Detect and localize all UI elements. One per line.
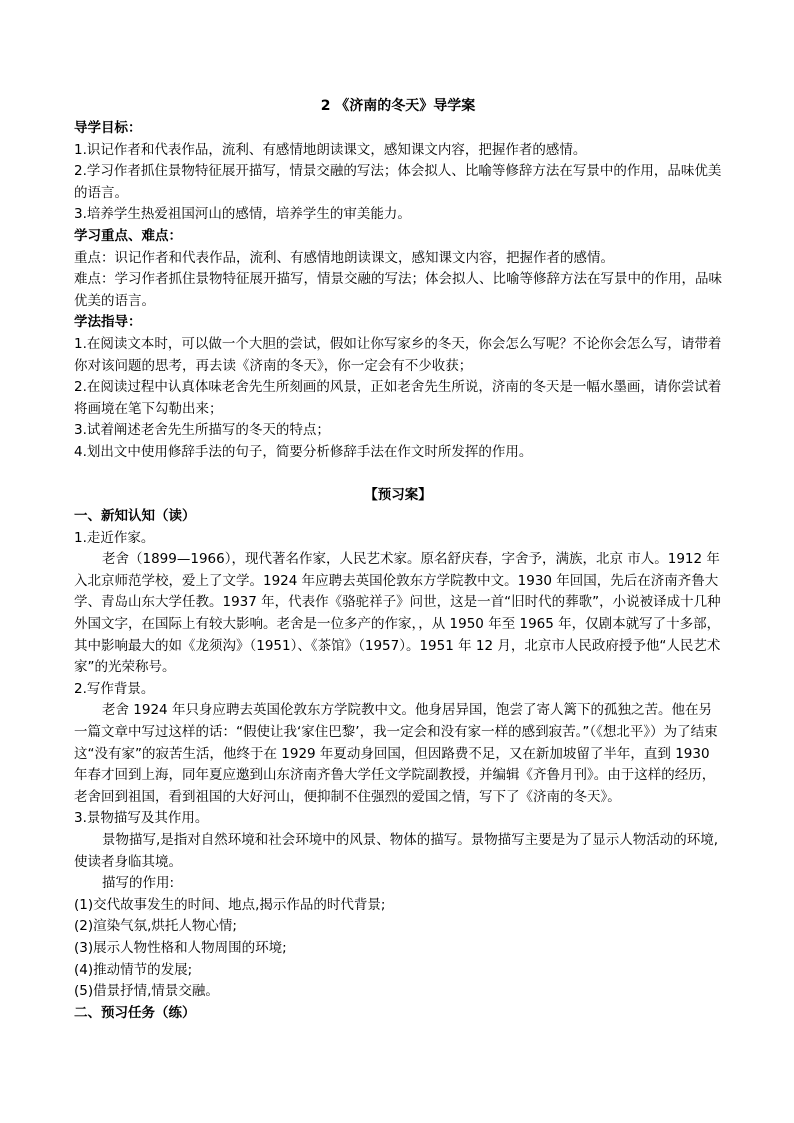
- page-title: 2 《济南的冬天》导学案: [320, 98, 476, 114]
- part2-heading: 二、预习任务（练）: [74, 1004, 196, 1021]
- keypoints-heading: 学习重点、难点：: [74, 227, 182, 244]
- keypoint-difficulty: 难点：学习作者抓住景物特征展开描写，情景交融的写法；体会拟人、比喻等修辞方法在写景中的作用，品味优美的语言。: [74, 271, 722, 309]
- function-item-4: (4)推动情节的发展;: [74, 961, 193, 978]
- method-item-1: 1.在阅读文本时，可以做一个大胆的尝试，假如让你写家乡的冬天，你会怎么写呢？不论你会怎么写，请带着你对该问题的思考，再去读《济南的冬天》，你一定会有不少收获；: [74, 335, 722, 374]
- goal-item-1: 1.识记作者和代表作品，流利、有感情地朗读课文，感知课文内容，把握作者的感情。: [74, 141, 587, 158]
- background-paragraph: 老舍 1924 年只身应聘去英国伦敦东方学院教中文。他身居异国，饱尝了寄人篱下的孤独之苦。他在另一篇文章中写过这样的话：“假使让我‘家住巴黎’，我一定会和没有家一样的感到寂苦。”（《想北平》）为了结束这“没有家”的寂苦生活，他终于在 1929 年夏动身回国，但因路费不足，又在新加坡留了半年，直到 1930 年春才回到上海，同年夏应邀到山东济南齐鲁大学任文学院副教授，并编辑《齐鲁月刊》。由于这样的经历，老舍回到祖国，看到祖国的大好河山，便抑制不住强烈的爱国之情，写下了《济南的冬天》。: [74, 702, 718, 805]
- keypoint-focus: 重点：识记作者和代表作品，流利、有感情地朗读课文，感知课文内容，把握作者的感情。: [74, 249, 614, 266]
- function-item-1: (1)交代故事发生的时间、地点,揭示作品的时代背景;: [74, 896, 386, 913]
- methods-heading: 学法指导：: [74, 314, 142, 331]
- function-item-2: (2)渲染气氛,烘托人物心情;: [74, 918, 237, 935]
- goal-item-3: 3.培养学生热爱祖国河山的感情，培养学生的审美能力。: [74, 206, 411, 223]
- scenery-heading: 3.景物描写及其作用。: [74, 810, 209, 827]
- author-heading: 1.走近作家。: [74, 529, 155, 546]
- method-item-4: 4.划出文中使用修辞手法的句子，简要分析修辞手法在作文时所发挥的作用。: [74, 443, 533, 460]
- function-item-5: (5)借景抒情,情景交融。: [74, 983, 219, 1000]
- scenery-paragraph: 景物描写,是指对自然环境和社会环境中的风景、物体的描写。景物描写主要是为了显示人物活动的环境,使读者身临其境。: [74, 832, 719, 870]
- method-item-3: 3.试着阐述老舍先生所描写的冬天的特点；: [74, 422, 330, 439]
- background-heading: 2.写作背景。: [74, 680, 155, 697]
- author-paragraph: 老舍（1899—1966），现代著名作家，人民艺术家。原名舒庆春，字舍予，满族，北京 市人。1912 年入北京师范学校，爱上了文学。1924 年应聘去英国伦敦东方学院教中文。1930 年回国，先后在济南齐鲁大学、青岛山东大学任教。1937 年，代表作《骆驼祥子》问世，这是一首“旧时代的葬歌”，小说被译成十几种外国文字，在国际上有较大影响。老舍是一位多产的作家，，从 1950 年至 1965 年，仅剧本就写了十多部，其中影响最大的如《龙须沟》（1951）、《茶馆》（1957）。1951 年 12 月，北京市人民政府授予他“人民艺术家”的光荣称号。: [74, 551, 721, 676]
- goal-item-2: 2.学习作者抓住景物特征展开描写，情景交融的写法；体会拟人、比喻等修辞方法在写景中的作用，品味优美的语言。: [74, 163, 722, 201]
- function-item-3: (3)展示人物性格和人物周围的环境;: [74, 939, 287, 956]
- preview-heading: 【预习案】: [364, 486, 432, 503]
- functions-heading: 描写的作用:: [102, 875, 175, 892]
- method-item-2: 2.在阅读过程中认真体味老舍先生所刻画的风景，正如老舍先生所说，济南的冬天是一幅水墨画，请你尝试着将画境在笔下勾勒出来；: [74, 379, 722, 417]
- goals-heading: 导学目标：: [74, 120, 142, 136]
- part1-heading: 一、新知认知（读）: [74, 508, 196, 525]
